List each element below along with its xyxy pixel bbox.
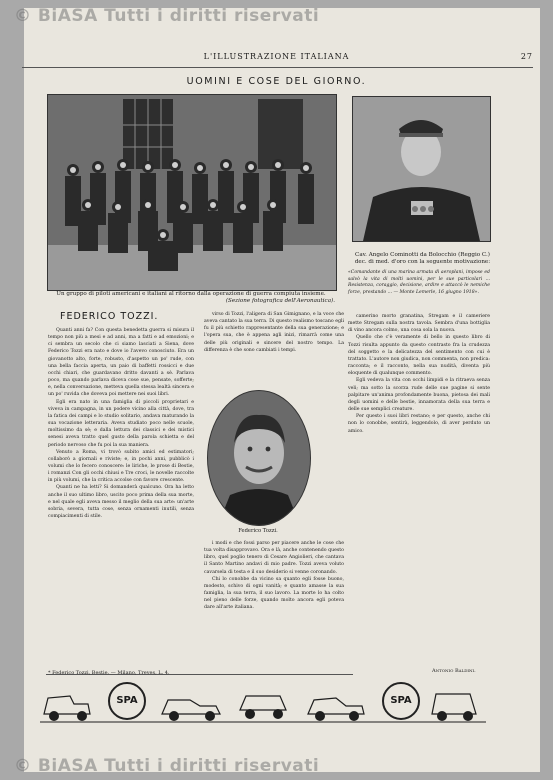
page-number: 27 xyxy=(520,52,533,61)
article-signature: Antonio Baldini. xyxy=(432,668,476,674)
group-photo-image xyxy=(48,95,336,290)
article-column-1 xyxy=(48,327,194,683)
col2-paragraph: i modi e che fossi parso per piacere anche le cose che tua volta disapprovavo. Ora e là, anche contenendo questo libro, quel poglio tenero di Cesare Angiolieri, che cantava il Santo Martino andavi di mio padre. Tozzi aveva voluto cavarsela di testa e il suo desiderio si venne coronando. xyxy=(204,541,344,575)
col1-paragraph: Egli era nato in una famiglia di piccoli proprietari e viveva in campagna, in un podere vicino alla città, dove, tra la fatica dei campi e lo studio solitario, andava maturando la sua vocazione letteraria. Aveva studiato poco nelle scuole, moltissimo da sè; e dalla lettura dei classici e dei mistici senesi aveva tratto quel gusto della parola schietta e del periodo nervoso che fu poi la sua maniera. xyxy=(48,399,194,448)
officer-photo-image xyxy=(353,97,490,241)
article-column-3 xyxy=(348,313,490,667)
officer-caption-line2: dec. di med. d'oro con la seguente motivazione: xyxy=(354,259,491,265)
spa-advertisement xyxy=(40,680,486,724)
tozzi-portrait xyxy=(207,390,311,526)
header-rule xyxy=(22,67,533,68)
article-column-2-top xyxy=(204,311,344,387)
col1-paragraph: Quanti anni fa? Con questa benedetta guerra si misura il tempo non più a mesi e ad anni, ma a fatti e ad emozioni; e ci sembra un secolo che ci siamo lasciati a Siena, dove Federico Tozzi era nato e dove io l'avevo conosciuto. Era un giovanotto alto, forte, robusto, d'aspetto un po' rude, con una bella faccia aperta, un paio di baffetti rossicci e due occhi chiari, che guardavano dritto davanti a sè. Parlava poco, ma quando parlava diceva cose sue, pensate, sofferte; e, nella conversazione, metteva quella stessa lealtà sincera e un po' ruvida che doveva poi mettere nei suoi libri. xyxy=(48,328,194,398)
officer-photo-caption xyxy=(350,252,495,266)
officer-caption-line1: Cav. Angelo Cominotti da Bolocchio (Reggio C.) xyxy=(355,252,490,258)
group-caption-line1: Un gruppo di piloti americani e italiani al ritorno dalla operazione di guerra compiuta insieme. xyxy=(56,291,326,297)
tozzi-portrait-caption: Federico Tozzi. xyxy=(238,528,278,534)
spa-logo-right: SPA xyxy=(382,682,420,720)
col3-paragraph: Per questo i suoi libri restano; e per questo, anche chi non lo conobbe, sentirà, leggendolo, di aver perduto un amico. xyxy=(348,414,490,434)
group-caption-credit: (Sezione fotografica dell'Aeronautica). xyxy=(225,298,335,304)
running-header xyxy=(0,52,553,66)
group-photo-caption xyxy=(47,291,335,305)
officer-photo xyxy=(352,96,491,242)
section-title: UOMINI E COSE DEL GIORNO. xyxy=(186,76,367,87)
col2-paragraph: Chi lo conobbe da vicino sa quanto egli fosse buono, modesto, schivo di ogni vanità; e quanto amasse la sua famiglia, la sua terra, il suo lavoro. La morte lo ha colto nel pieno delle forze, quando molto ancora egli poteva dare all'arte italiana. xyxy=(204,576,344,611)
col1-paragraph: Venuto a Roma, vi trovò subito amici ed estimatori; collaborò a giornali e riviste; e, in pochi anni, pubblicò i volumi che lo fecero conoscere: le liriche, le prose di Bestie, i romanzi Con gli occhi chiusi e Tre croci, le novelle raccolte in più volumi, che la critica accolse con favore crescente. xyxy=(48,449,194,484)
officer-citation: «Comandante di una marina armata di aeroplani, impose ed salvò la vita di molti uomini, per le sue particolari ... Resistenza, coraggio, decisione, ardire e attaccò le nemiche forze, prestando ... — Monte Lemerle, 16 giugno 1918». xyxy=(348,270,490,295)
col2-paragraph: virso di Tozzi, l'aligera di San Gimignano, e la voce che aveva cantato la sua terra. Di questo realismo toscano egli fu il più schietto rappresentante della sua generazione; e l'opera sua, che è appena agli inizi, rimarrà come una delle più originali e sincere del nostro tempo. La differenza è che sono cambiati i tempi. xyxy=(204,312,344,353)
col3-paragraph: camerino morto granatina, Stregam e il cameriere mette Stregam sulla nostra tavola. Sembra d'una bottiglia di vino ancora colmo, una cosa sola la nuova. xyxy=(348,314,490,334)
article-heading: FEDERICO TOZZI. xyxy=(60,311,159,322)
article-footnote: * Federico Tozzi, Bestie. — Milano, Treves, L. 4. xyxy=(48,670,170,676)
col3-paragraph: Egli vedeva la vita con occhi limpidi e la ritraeva senza veli; ma sotto la scorza rude delle sue pagine si sente palpitare un'anima profondamente buona, pietosa dei mali degli uomini e delle bestie, innamorata della sua terra e delle sue semplici creature. xyxy=(348,378,490,413)
watermark-top: © BiASA Tutti i diritti riservati xyxy=(14,6,320,26)
spa-logo-left: SPA xyxy=(108,682,146,720)
group-photo xyxy=(47,94,337,291)
magazine-title: L'ILLUSTRAZIONE ITALIANA xyxy=(203,52,350,61)
article-column-2-bottom xyxy=(204,540,344,676)
col1-paragraph: Quanti ne ha letti? Si domanderà qualcuno. Ora ha letto anche il suo ultimo libro, uscito poco prima della sua morte, e nel quale egli aveva messo il meglio della sua arte: un'arte sobria, severa, tutta cose, senza ornamenti inutili, senza compiacimenti di stile. xyxy=(48,485,194,520)
col3-paragraph: Quello che c'è veramente di bello in questo libro di Tozzi risulta appunto da questo contrasto fra la crudezza del soggetto e la delicatezza del sentimento con cui è trattato. L'autore non giudica, non commenta, non predica: racconta; e il racconto, nella sua nudità, diventa più eloquente di qualunque commento. xyxy=(348,335,490,377)
tozzi-portrait-image xyxy=(208,391,310,525)
watermark-bottom: © BiASA Tutti i diritti riservati xyxy=(14,756,320,776)
